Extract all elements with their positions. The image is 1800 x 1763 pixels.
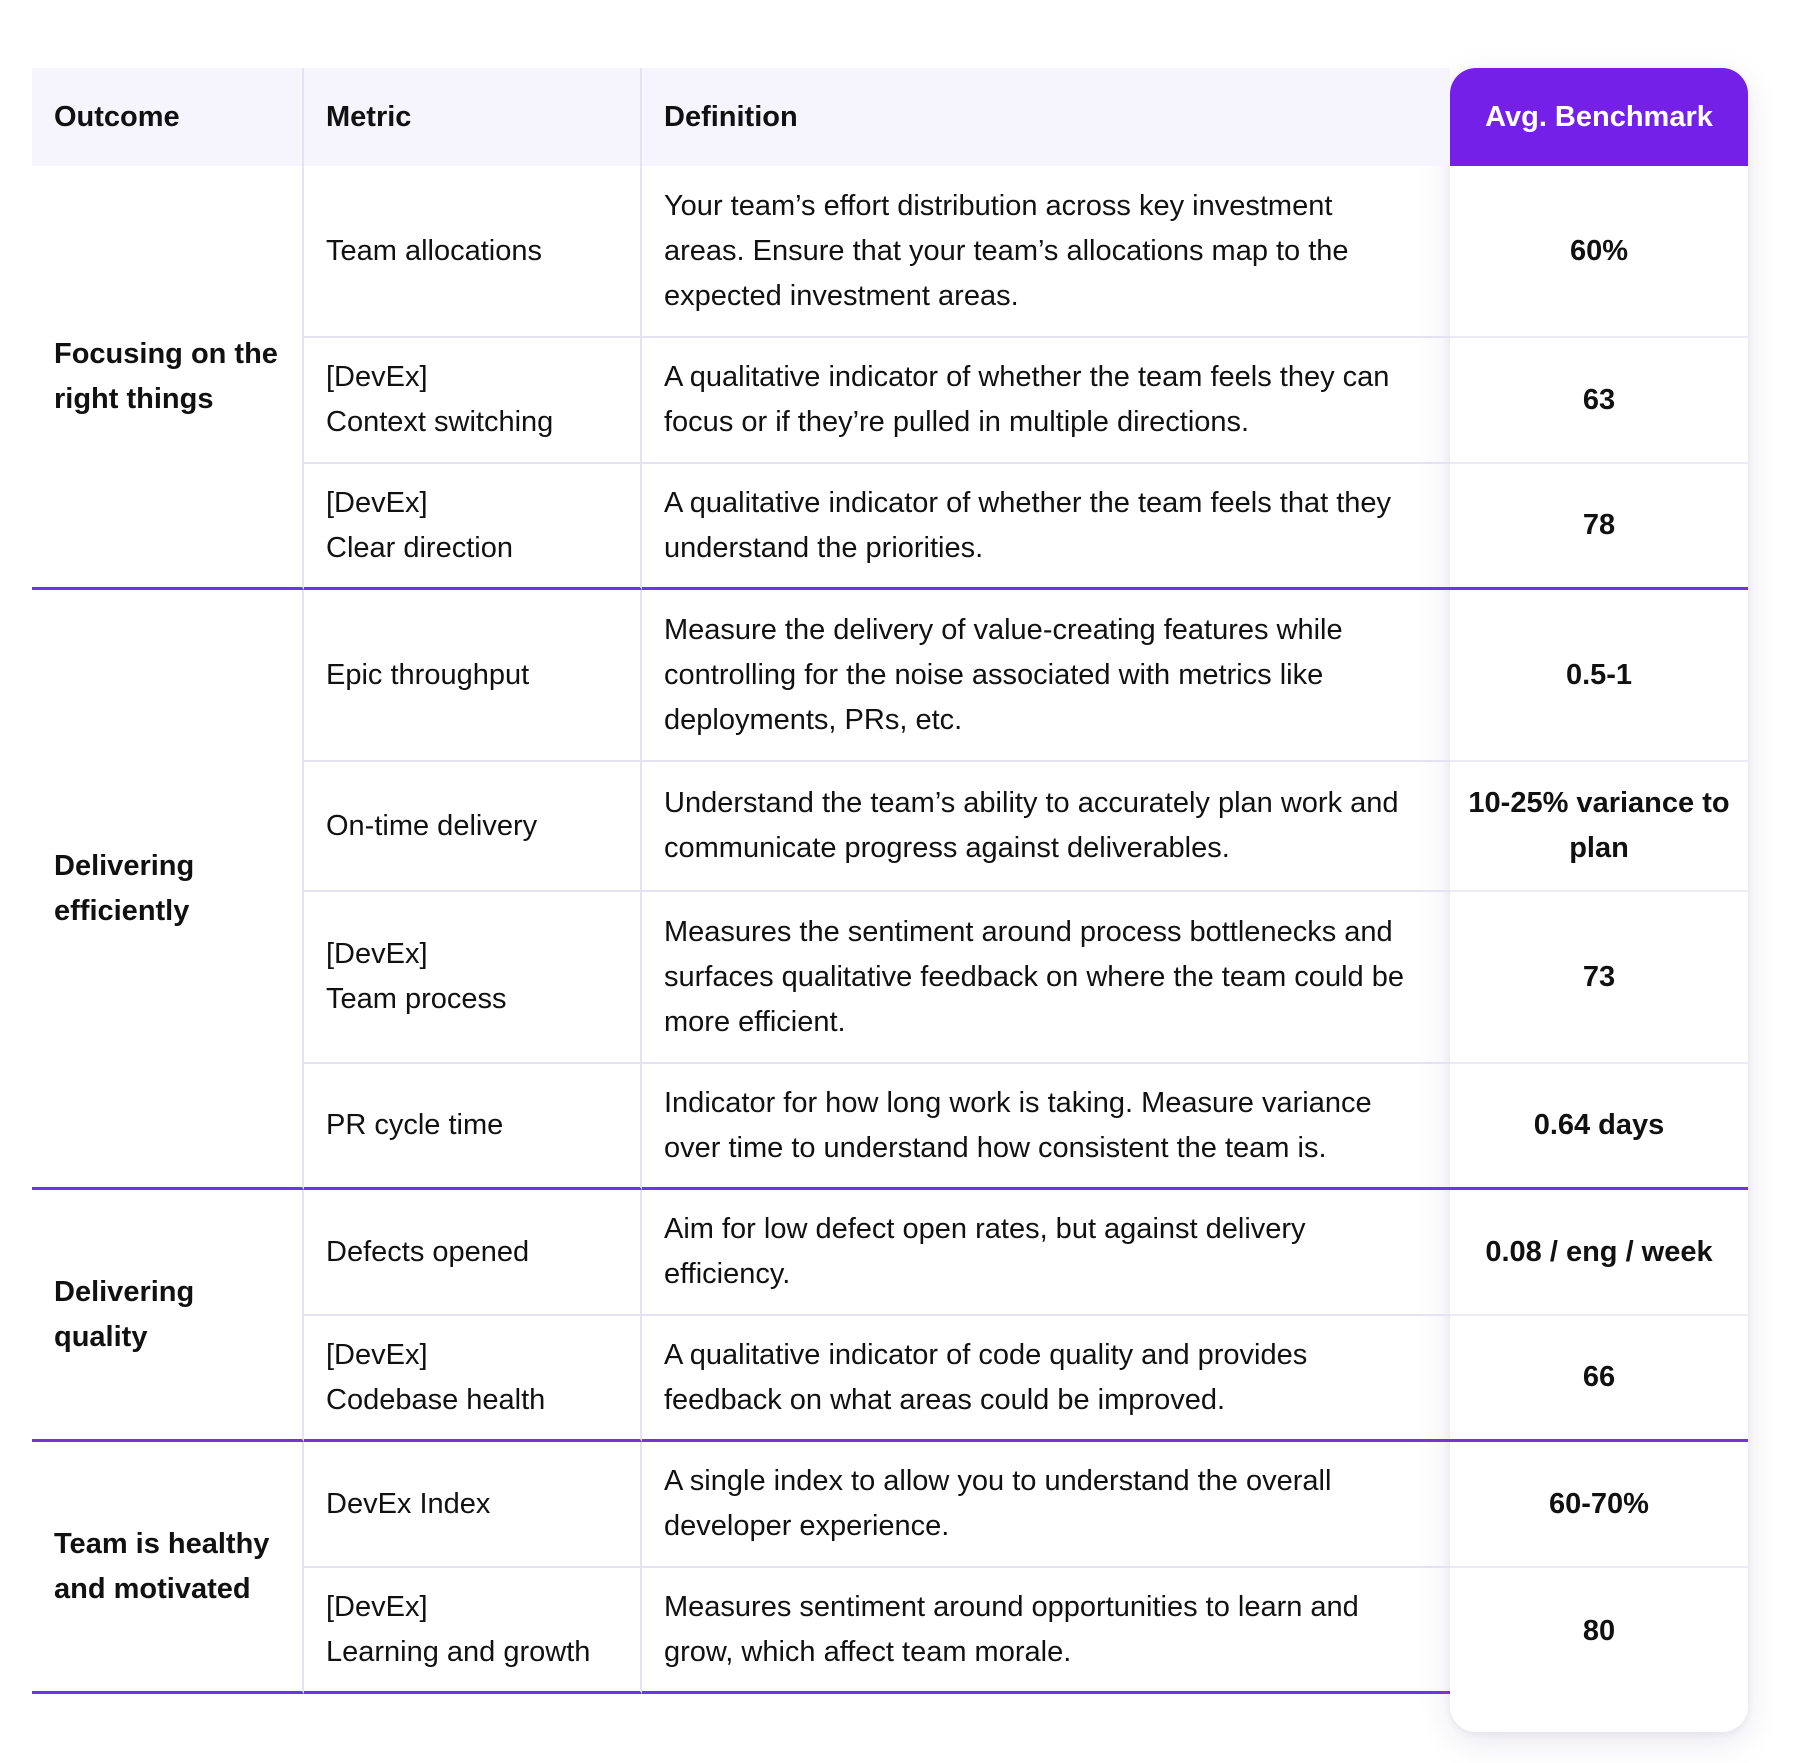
header-outcome: Outcome: [32, 68, 304, 166]
definition-cell: A qualitative indicator of whether the team feels that they understand the priorities.: [642, 464, 1450, 590]
header-definition: Definition: [642, 68, 1450, 166]
outcome-cell: Delivering efficiently: [32, 590, 304, 1190]
definition-cell: Your team’s effort distribution across key investment areas. Ensure that your team’s allocations map to the expected investment areas.: [642, 166, 1450, 338]
header-avg-benchmark: Avg. Benchmark: [1450, 68, 1748, 166]
outcome-cell: Team is healthy and motivated: [32, 1442, 304, 1694]
benchmark-table: [32, 68, 1748, 1694]
metric-cell: [DevEx] Learning and growth: [304, 1568, 642, 1694]
metric-cell: [DevEx] Team process: [304, 892, 642, 1064]
metric-cell: [DevEx] Clear direction: [304, 464, 642, 590]
benchmark-cell: 73: [1450, 892, 1748, 1064]
metric-cell: PR cycle time: [304, 1064, 642, 1190]
benchmark-cell: 63: [1450, 338, 1748, 464]
benchmark-cell: 78: [1450, 464, 1748, 590]
metric-cell: On-time delivery: [304, 762, 642, 892]
benchmark-cell: 0.64 days: [1450, 1064, 1748, 1190]
benchmark-cell: 66: [1450, 1316, 1748, 1442]
benchmark-cell: 80: [1582, 1614, 1616, 1647]
definition-cell: Indicator for how long work is taking. Measure variance over time to understand how consistent the team is.: [642, 1064, 1450, 1190]
metric-cell: DevEx Index: [304, 1442, 642, 1568]
metric-cell: Team allocations: [304, 166, 642, 338]
benchmark-cell: 60%: [1450, 166, 1748, 338]
benchmark-cell: 0.5-1: [1450, 590, 1748, 762]
metric-cell: Epic throughput: [304, 590, 642, 762]
metric-cell: Defects opened: [304, 1190, 642, 1316]
table-grid: [32, 68, 1748, 1694]
benchmark-cell: 60-70%: [1450, 1442, 1748, 1568]
header-metric: Metric: [304, 68, 642, 166]
definition-cell: Aim for low defect open rates, but against delivery efficiency.: [642, 1190, 1450, 1316]
metric-cell: [DevEx] Context switching: [304, 338, 642, 464]
definition-cell: A qualitative indicator of code quality and provides feedback on what areas could be improved.: [642, 1316, 1450, 1442]
definition-cell: Measure the delivery of value-creating features while controlling for the noise associated with metrics like deployments, PRs, etc.: [642, 590, 1450, 762]
definition-cell: Measures the sentiment around process bottlenecks and surfaces qualitative feedback on where the team could be more efficient.: [642, 892, 1450, 1064]
definition-cell: Measures sentiment around opportunities to learn and grow, which affect team morale.: [642, 1568, 1450, 1694]
outcome-cell: Focusing on the right things: [32, 166, 304, 590]
definition-cell: Understand the team’s ability to accurately plan work and communicate progress against deliverables.: [642, 762, 1450, 892]
benchmark-cell: 10-25% variance to plan: [1450, 762, 1748, 892]
definition-cell: A qualitative indicator of whether the team feels they can focus or if they’re pulled in multiple directions.: [642, 338, 1450, 464]
definition-cell: A single index to allow you to understand the overall developer experience.: [642, 1442, 1450, 1568]
benchmark-cell: 0.08 / eng / week: [1450, 1190, 1748, 1316]
metric-cell: [DevEx] Codebase health: [304, 1316, 642, 1442]
outcome-cell: Delivering quality: [32, 1190, 304, 1442]
